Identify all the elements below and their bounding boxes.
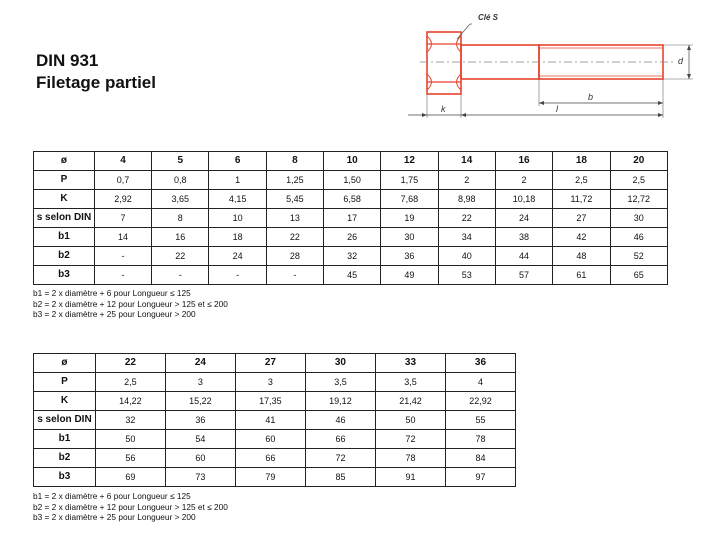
- diameter-cell: 27: [235, 354, 305, 373]
- table-cell: 72: [375, 430, 445, 449]
- diameter-header: ø: [34, 354, 96, 373]
- table-cell: 1: [209, 171, 266, 190]
- table-cell: 2,5: [95, 373, 165, 392]
- table-cell: 7: [94, 209, 151, 228]
- table-cell: 49: [381, 266, 438, 285]
- table-cell: 55: [445, 411, 515, 430]
- row-label: K: [34, 190, 95, 209]
- diameter-label: d: [678, 56, 684, 66]
- table-cell: 78: [445, 430, 515, 449]
- row-label: P: [34, 171, 95, 190]
- table-header-row: [34, 354, 516, 373]
- dimension-table-small: [33, 151, 668, 285]
- table-cell: 3,5: [305, 373, 375, 392]
- diameter-cell: 6: [209, 152, 266, 171]
- table-header-row: [34, 152, 668, 171]
- diameter-cell: 20: [610, 152, 667, 171]
- table-cell: 50: [95, 430, 165, 449]
- table-cell: 52: [610, 247, 667, 266]
- table-row: [34, 171, 668, 190]
- table-cell: 2,92: [94, 190, 151, 209]
- table-row: [34, 468, 516, 487]
- table-cell: -: [94, 266, 151, 285]
- row-label: s selon DIN: [34, 411, 96, 430]
- note-line: b2 = 2 x diamètre + 12 pour Longueur > 125 et ≤ 200: [33, 298, 228, 309]
- table-cell: 60: [165, 449, 235, 468]
- table-cell: 85: [305, 468, 375, 487]
- table-cell: 10: [209, 209, 266, 228]
- note-line: b1 = 2 x diamètre + 6 pour Longueur ≤ 125: [33, 288, 191, 298]
- bolt-head: [427, 32, 461, 94]
- table-cell: 14: [94, 228, 151, 247]
- table-row: [34, 247, 668, 266]
- table-row: [34, 392, 516, 411]
- table-cell: 69: [95, 468, 165, 487]
- table-cell: 17,35: [235, 392, 305, 411]
- table-cell: 8,98: [438, 190, 495, 209]
- table-cell: 24: [495, 209, 552, 228]
- diameter-cell: 22: [95, 354, 165, 373]
- table-cell: 1,75: [381, 171, 438, 190]
- diameter-cell: 12: [381, 152, 438, 171]
- table-cell: 36: [165, 411, 235, 430]
- note-line: b2 = 2 x diamètre + 12 pour Longueur > 125 et ≤ 200: [33, 501, 228, 512]
- diameter-cell: 5: [152, 152, 209, 171]
- table-cell: 8: [152, 209, 209, 228]
- table-cell: 50: [375, 411, 445, 430]
- row-label: b1: [34, 228, 95, 247]
- table-row: [34, 411, 516, 430]
- table-cell: 22: [152, 247, 209, 266]
- note-line: b1 = 2 x diamètre + 6 pour Longueur ≤ 125: [33, 491, 191, 501]
- table-cell: 13: [266, 209, 323, 228]
- thread-length-notes: [33, 288, 228, 320]
- table-cell: -: [266, 266, 323, 285]
- row-label: P: [34, 373, 96, 392]
- table-cell: 54: [165, 430, 235, 449]
- table-cell: 45: [324, 266, 381, 285]
- table-cell: 16: [152, 228, 209, 247]
- table-cell: 66: [235, 449, 305, 468]
- table-cell: 22: [266, 228, 323, 247]
- table-row: [34, 190, 668, 209]
- diameter-cell: 36: [445, 354, 515, 373]
- row-label: b2: [34, 247, 95, 266]
- table-cell: 30: [610, 209, 667, 228]
- table-cell: 66: [305, 430, 375, 449]
- table-cell: 91: [375, 468, 445, 487]
- table-cell: 18: [209, 228, 266, 247]
- head-height-label: k: [441, 104, 446, 114]
- note-line: b3 = 2 x diamètre + 25 pour Longueur > 200: [33, 309, 196, 319]
- table-cell: 36: [381, 247, 438, 266]
- table-cell: 32: [95, 411, 165, 430]
- table-cell: 42: [553, 228, 610, 247]
- table-cell: 10,18: [495, 190, 552, 209]
- table-cell: 3: [165, 373, 235, 392]
- table-cell: 72: [305, 449, 375, 468]
- row-label: b2: [34, 449, 96, 468]
- table-cell: 38: [495, 228, 552, 247]
- table-cell: 61: [553, 266, 610, 285]
- table-cell: 14,22: [95, 392, 165, 411]
- table-cell: 2,5: [610, 171, 667, 190]
- page-title: [36, 50, 156, 94]
- table-cell: -: [209, 266, 266, 285]
- table-cell: 2: [438, 171, 495, 190]
- diameter-cell: 24: [165, 354, 235, 373]
- table-cell: 3: [235, 373, 305, 392]
- table-cell: 15,22: [165, 392, 235, 411]
- table-cell: 44: [495, 247, 552, 266]
- table-cell: 40: [438, 247, 495, 266]
- table-cell: 60: [235, 430, 305, 449]
- table-row: [34, 373, 516, 392]
- table-cell: 0,7: [94, 171, 151, 190]
- table-cell: 5,45: [266, 190, 323, 209]
- table-cell: 78: [375, 449, 445, 468]
- table-row: [34, 209, 668, 228]
- table-cell: 84: [445, 449, 515, 468]
- table-cell: 12,72: [610, 190, 667, 209]
- table-cell: 32: [324, 247, 381, 266]
- bolt-length-label: l: [556, 104, 558, 114]
- table-cell: 17: [324, 209, 381, 228]
- thread-length-notes: [33, 491, 228, 523]
- table-cell: 22,92: [445, 392, 515, 411]
- table-cell: 2,5: [553, 171, 610, 190]
- diameter-cell: 4: [94, 152, 151, 171]
- table-cell: 6,58: [324, 190, 381, 209]
- bolt-drawing: [408, 6, 708, 122]
- diameter-cell: 10: [324, 152, 381, 171]
- row-label: s selon DIN: [34, 209, 95, 228]
- table-cell: 97: [445, 468, 515, 487]
- table-row: [34, 430, 516, 449]
- row-label: b1: [34, 430, 96, 449]
- table-cell: 4: [445, 373, 515, 392]
- standard-title: DIN 931: [36, 51, 99, 70]
- table-cell: 0,8: [152, 171, 209, 190]
- table-cell: 4,15: [209, 190, 266, 209]
- diameter-cell: 8: [266, 152, 323, 171]
- table-cell: 53: [438, 266, 495, 285]
- diameter-cell: 30: [305, 354, 375, 373]
- table-cell: 1,25: [266, 171, 323, 190]
- table-cell: 7,68: [381, 190, 438, 209]
- dimension-table-large: [33, 353, 516, 487]
- table-cell: 19,12: [305, 392, 375, 411]
- diameter-cell: 33: [375, 354, 445, 373]
- table-row: [34, 266, 668, 285]
- table-cell: 3,65: [152, 190, 209, 209]
- table-cell: -: [152, 266, 209, 285]
- diameter-cell: 14: [438, 152, 495, 171]
- thread-subtitle: Filetage partiel: [36, 73, 156, 92]
- table-cell: 22: [438, 209, 495, 228]
- table-cell: 46: [610, 228, 667, 247]
- table-cell: 3,5: [375, 373, 445, 392]
- table-cell: 46: [305, 411, 375, 430]
- table-cell: 24: [209, 247, 266, 266]
- row-label: b3: [34, 266, 95, 285]
- key-size-label: Clé S: [478, 13, 499, 22]
- table-cell: 26: [324, 228, 381, 247]
- table-cell: 1,50: [324, 171, 381, 190]
- table-row: [34, 228, 668, 247]
- diameter-header: ø: [34, 152, 95, 171]
- table-cell: 41: [235, 411, 305, 430]
- row-label: b3: [34, 468, 96, 487]
- table-cell: 48: [553, 247, 610, 266]
- table-cell: 2: [495, 171, 552, 190]
- table-cell: -: [94, 247, 151, 266]
- table-cell: 65: [610, 266, 667, 285]
- table-cell: 73: [165, 468, 235, 487]
- table-cell: 11,72: [553, 190, 610, 209]
- table-cell: 30: [381, 228, 438, 247]
- thread-length-label: b: [588, 92, 594, 102]
- table-cell: 27: [553, 209, 610, 228]
- row-label: K: [34, 392, 96, 411]
- table-cell: 21,42: [375, 392, 445, 411]
- table-cell: 34: [438, 228, 495, 247]
- table-cell: 56: [95, 449, 165, 468]
- diameter-cell: 16: [495, 152, 552, 171]
- table-cell: 57: [495, 266, 552, 285]
- table-cell: 19: [381, 209, 438, 228]
- note-line: b3 = 2 x diamètre + 25 pour Longueur > 200: [33, 512, 196, 522]
- diameter-cell: 18: [553, 152, 610, 171]
- table-cell: 28: [266, 247, 323, 266]
- table-row: [34, 449, 516, 468]
- table-cell: 79: [235, 468, 305, 487]
